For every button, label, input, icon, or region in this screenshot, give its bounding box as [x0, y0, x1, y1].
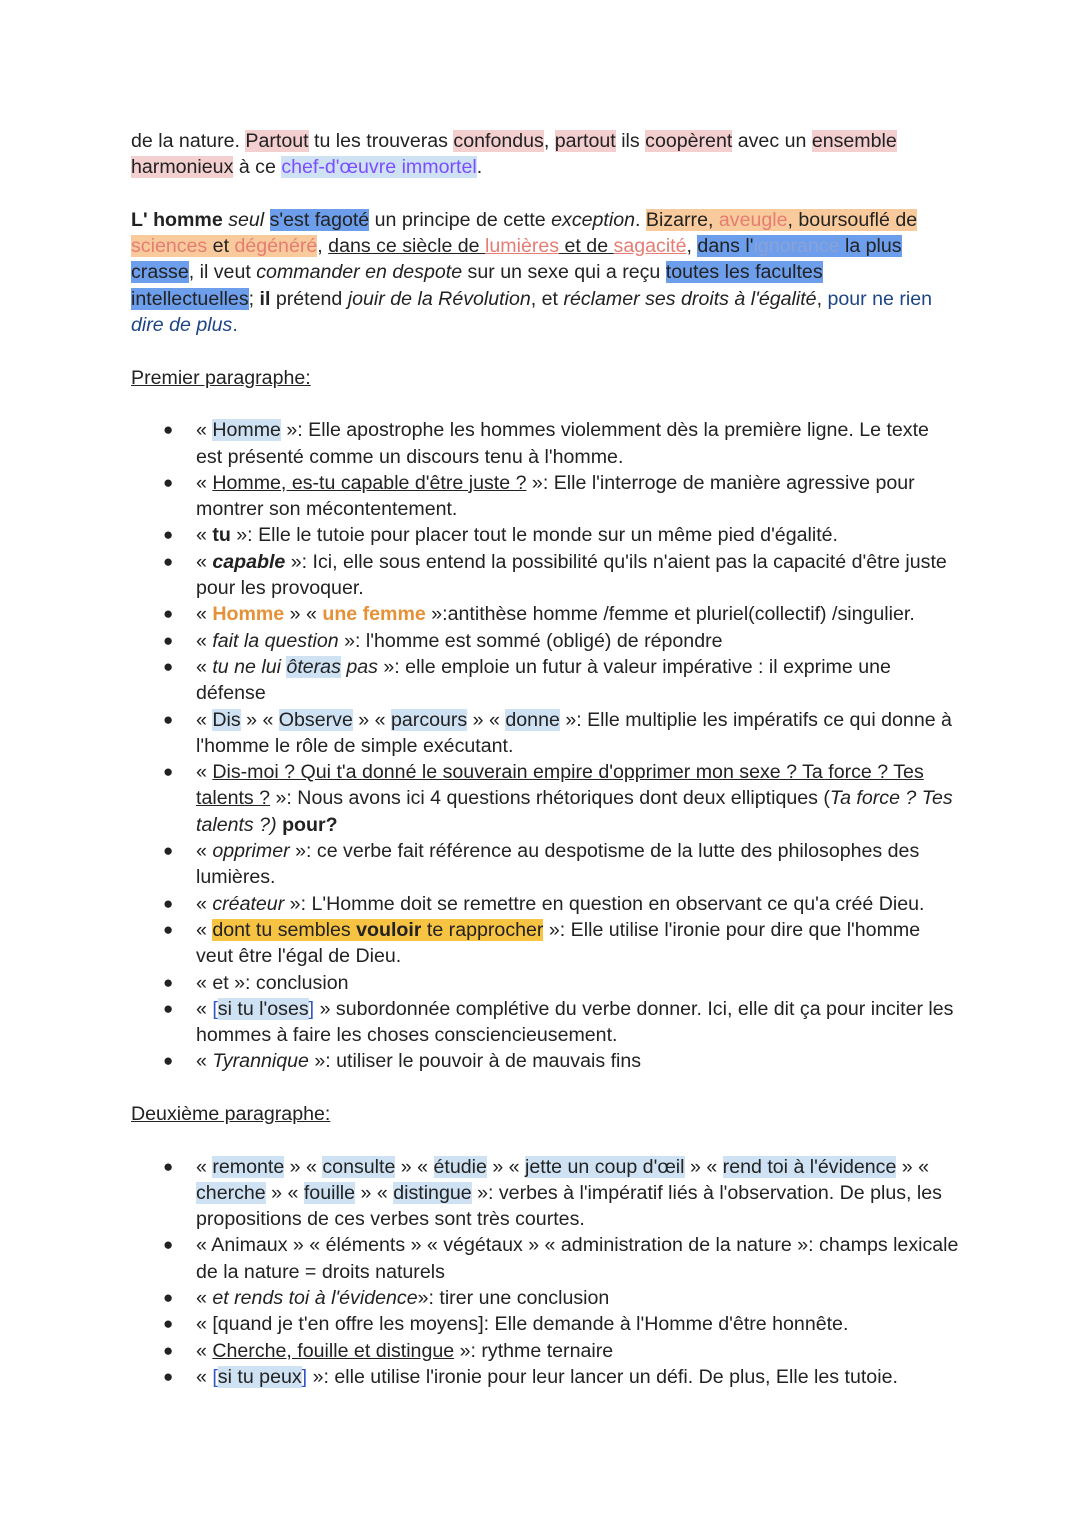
- bullet-icon: ●: [163, 972, 174, 992]
- bullet-icon: ●: [163, 893, 174, 913]
- highlight-text: jette un coup d'œil: [525, 1155, 685, 1178]
- highlight-text: si tu peux: [217, 1365, 302, 1388]
- list-item: [131, 470, 960, 523]
- highlight-text: te rapprocher: [421, 918, 544, 941]
- text: lumières: [485, 235, 560, 258]
- text: » «: [284, 603, 323, 626]
- highlight-text: Partout: [245, 130, 309, 152]
- text: » «: [355, 1181, 394, 1204]
- text: « et »: conclusion: [196, 971, 349, 994]
- highlight-text: donne: [505, 708, 560, 731]
- text: ;: [248, 287, 260, 310]
- text: »: l'homme est sommé (obligé) de répondre: [338, 629, 723, 652]
- highlight-text: dont tu sembles: [212, 918, 357, 941]
- intro-paragraph: [131, 128, 960, 181]
- highlight-text: cherche: [196, 1181, 266, 1204]
- text: jouir de la Révolution: [347, 287, 531, 310]
- highlight-text: et: [207, 235, 235, 258]
- text: »: Elle l'interroge de manière agressive pour montrer son mécontentement.: [196, 471, 915, 521]
- list-item: [131, 838, 960, 891]
- text: prétend: [270, 287, 348, 310]
- text: «: [196, 708, 213, 731]
- list-item: [131, 970, 960, 996]
- text: fait la question: [212, 629, 339, 652]
- text: » «: [467, 708, 506, 731]
- bullet-list-deuxieme: [131, 1154, 960, 1391]
- bullet-icon: ●: [163, 420, 174, 440]
- list-item: [131, 1364, 960, 1390]
- text: «: [196, 997, 213, 1020]
- list-item: [131, 417, 960, 470]
- text: » subordonnée complétive du verbe donner. Ici, elle dit ça pour inciter les hommes à faire les choses consciencieusement.: [196, 997, 954, 1047]
- text: »: ce verbe fait référence au despotisme de la lutte des philosophes des lumières.: [196, 840, 920, 889]
- bullet-list-premier: [131, 417, 960, 1074]
- highlight-text: Dis: [212, 708, 241, 731]
- text: «: [196, 524, 213, 547]
- list-item: [131, 1154, 960, 1233]
- text: , et: [530, 287, 564, 310]
- highlight-text: confondus: [453, 130, 544, 152]
- highlight-text: vouloir: [356, 918, 422, 941]
- list-item: [131, 996, 960, 1049]
- text: »:antithèse homme /femme et pluriel(collectif) /singulier.: [425, 603, 915, 626]
- text: « [quand je t'en offre les moyens]: Elle demande à l'Homme d'être honnête.: [196, 1313, 849, 1336]
- text: réclamer ses droits à l'égalité: [563, 287, 817, 310]
- highlight-text: étudie: [433, 1155, 487, 1178]
- bullet-icon: ●: [163, 1288, 174, 1308]
- text: » «: [284, 1155, 323, 1178]
- text: capable: [212, 550, 286, 573]
- bullet-icon: ●: [163, 604, 174, 624]
- text: pour?: [282, 813, 338, 836]
- text: «: [196, 471, 213, 494]
- highlight-text: Homme: [212, 419, 281, 442]
- bullet-icon: ●: [163, 1235, 174, 1255]
- list-item: [131, 1338, 960, 1364]
- text: il: [259, 287, 271, 310]
- highlight-text: dans l': [697, 235, 754, 258]
- list-item: [131, 917, 960, 970]
- text: dans ce siècle de: [328, 235, 486, 258]
- text: pour ne rien: [827, 287, 933, 310]
- bullet-icon: ●: [163, 1314, 174, 1334]
- list-item: [131, 628, 960, 654]
- text: exception: [551, 208, 636, 231]
- highlight-text: dégénéré: [234, 235, 318, 258]
- bullet-icon: ●: [163, 551, 174, 571]
- text: «: [196, 629, 213, 652]
- text: ,: [816, 287, 828, 310]
- highlight-text: Observe: [278, 708, 353, 731]
- text: »: elle utilise l'ironie pour leur lancer un défi. De plus, Elle les tutoie.: [307, 1365, 898, 1388]
- list-item: [131, 522, 960, 548]
- text: sur un sexe qui a reçu: [462, 261, 666, 284]
- text: L' homme: [131, 208, 229, 231]
- text: [: [212, 1365, 218, 1388]
- text: «: [196, 892, 213, 915]
- bullet-icon: ●: [163, 1366, 174, 1386]
- text: ]: [308, 997, 315, 1020]
- text: » «: [395, 1155, 434, 1178]
- highlight-text: boursouflé de: [798, 208, 918, 231]
- list-item: [131, 601, 960, 627]
- highlight-text: chef-d'œuvre immortel: [281, 156, 477, 179]
- highlight-text: Bizarre: [645, 208, 708, 231]
- text: «: [196, 655, 213, 678]
- highlight-text: s'est fagoté: [269, 208, 370, 231]
- bullet-icon: ●: [163, 709, 174, 729]
- text: sagacité: [613, 235, 687, 258]
- highlight-text: partout: [554, 130, 616, 152]
- text: «: [196, 419, 213, 442]
- list-item: [131, 654, 960, 707]
- highlight-text: intellectuelles: [131, 287, 249, 310]
- main-paragraph: [131, 207, 960, 338]
- bullet-icon: ●: [163, 630, 174, 650]
- text: «: [196, 840, 213, 863]
- text: » «: [352, 708, 391, 731]
- list-item: [131, 707, 960, 760]
- text: .: [635, 208, 646, 231]
- text: « Animaux » « éléments » « végétaux » « administration de la nature »: champs lexicale de la nature = droits naturels: [196, 1234, 959, 1283]
- text: , il veut: [188, 261, 257, 284]
- list-item: [131, 759, 960, 838]
- text: » «: [240, 708, 279, 731]
- text: Homme, es-tu capable d'être juste ?: [212, 471, 527, 494]
- text: créateur: [212, 892, 285, 915]
- text: de la nature.: [131, 130, 246, 152]
- text: «: [196, 918, 213, 941]
- highlight-text: aveugle: [718, 208, 788, 231]
- highlight-text: coopèrent: [645, 130, 733, 152]
- text: tu: [212, 524, 231, 547]
- text: »: rythme ternaire: [454, 1339, 614, 1362]
- text: ,: [317, 235, 329, 258]
- text: ]: [301, 1365, 308, 1388]
- bullet-icon: ●: [163, 656, 174, 676]
- bullet-icon: ●: [163, 1340, 174, 1360]
- text: Ta force ? Tes talents ?): [196, 787, 953, 836]
- text: »: Ici, elle sous entend la possibilité qu'ils n'aient pas la capacité d'être juste pour les provoquer.: [196, 550, 947, 600]
- text: Tyrannique: [212, 1050, 309, 1073]
- text: ,: [543, 130, 555, 152]
- bullet-icon: ●: [163, 1051, 174, 1071]
- highlight-text: crasse: [131, 261, 189, 284]
- text: tu ne lui: [212, 655, 287, 678]
- text: opprimer: [212, 840, 290, 863]
- text: «: [196, 603, 213, 626]
- text: »: utiliser le pouvoir à de mauvais fins: [308, 1050, 642, 1073]
- highlight-text: fouille: [303, 1181, 356, 1204]
- text: «: [196, 1339, 213, 1362]
- text: »: verbes à l'impératif liés à l'observation. De plus, les propositions de ces verbes sont très courtes.: [196, 1181, 942, 1231]
- list-item: [131, 1232, 960, 1285]
- text: tu les trouveras: [308, 130, 454, 152]
- text: «: [196, 1287, 213, 1310]
- highlight-text: ,: [787, 208, 799, 231]
- highlight-text: parcours: [391, 708, 468, 731]
- bullet-icon: ●: [163, 472, 174, 492]
- text: »: Elle utilise l'ironie pour dire que l'homme veut être l'égal de Dieu.: [196, 918, 921, 968]
- text: .: [476, 156, 483, 179]
- text: seul: [228, 208, 265, 231]
- highlight-text: si tu l'oses: [217, 997, 309, 1020]
- text: «: [196, 550, 213, 573]
- text: »: Elle multiplie les impératifs ce qui donne à l'homme le rôle de simple exécutant.: [196, 708, 952, 757]
- bullet-icon: ●: [163, 998, 174, 1018]
- text: «: [196, 761, 213, 784]
- text: pas: [340, 655, 378, 678]
- bullet-icon: ●: [163, 525, 174, 545]
- text: » «: [684, 1155, 723, 1178]
- highlight-text: sciences: [131, 235, 208, 258]
- highlight-text: toutes les facultes: [665, 261, 823, 284]
- highlight-text: la plus: [839, 235, 902, 258]
- highlight-text: harmonieux: [131, 156, 234, 179]
- text: «: [196, 1050, 213, 1073]
- highlight-text: distingue: [393, 1181, 472, 1204]
- text: [: [212, 997, 218, 1020]
- text: ,: [686, 235, 698, 258]
- text: «: [196, 1365, 213, 1388]
- text: » «: [896, 1155, 930, 1178]
- text: .: [232, 314, 238, 337]
- bullet-icon: ●: [163, 1156, 174, 1176]
- text: une femme: [322, 603, 426, 626]
- text: Homme: [212, 603, 285, 626]
- text: Cherche, fouille et distingue: [212, 1339, 455, 1362]
- text: »: Nous avons ici 4 questions rhétoriques dont deux elliptiques (: [270, 787, 830, 810]
- highlight-text: remonte: [212, 1155, 285, 1178]
- text: » «: [486, 1155, 526, 1178]
- list-item: [131, 1311, 960, 1337]
- text: [264, 209, 269, 231]
- highlight-text: ,: [707, 208, 719, 231]
- section-heading-premier: Premier paragraphe:: [131, 366, 311, 389]
- text: ils: [615, 130, 646, 152]
- text: commander en despote: [256, 261, 463, 284]
- highlight-text: ôteras: [286, 655, 341, 678]
- bullet-icon: ●: [163, 841, 174, 861]
- text: dire de plus: [131, 314, 233, 337]
- list-item: [131, 1048, 960, 1074]
- text: »: L'Homme doit se remettre en question en observant ce qu'a créé Dieu.: [284, 892, 925, 915]
- bullet-icon: ●: [163, 919, 174, 939]
- list-item: [131, 891, 960, 917]
- text: avec un: [732, 130, 812, 152]
- text: » «: [265, 1181, 304, 1204]
- highlight-text: consulte: [322, 1155, 396, 1178]
- text: »: Elle apostrophe les hommes violemment dès la première ligne. Le texte est présenté comme un discours tenu à l'homme.: [196, 419, 929, 468]
- text: un principe de cette: [369, 208, 552, 231]
- text: Dis-moi ? Qui t'a donné le souverain empire d'opprimer mon sexe ? Ta force ? Tes talents ?: [196, 761, 924, 810]
- text: et de: [559, 235, 614, 258]
- list-item: [131, 549, 960, 602]
- list-item: [131, 1285, 960, 1311]
- highlight-text: ensemble: [811, 130, 897, 152]
- text: à ce: [233, 156, 282, 179]
- text: »: elle emploie un futur à valeur impérative : il exprime une défense: [196, 655, 891, 705]
- text: »: Elle le tutoie pour placer tout le monde sur un même pied d'égalité.: [230, 524, 838, 547]
- bullet-icon: ●: [163, 762, 174, 782]
- section-heading-deuxieme: Deuxième paragraphe:: [131, 1102, 331, 1125]
- highlight-text: rend toi à l'évidence: [722, 1155, 897, 1178]
- highlight-text: ignorance: [753, 235, 840, 258]
- text: «: [196, 1155, 213, 1178]
- text: et rends toi à l'évidence: [212, 1287, 418, 1310]
- text: »: tirer une conclusion: [417, 1287, 610, 1310]
